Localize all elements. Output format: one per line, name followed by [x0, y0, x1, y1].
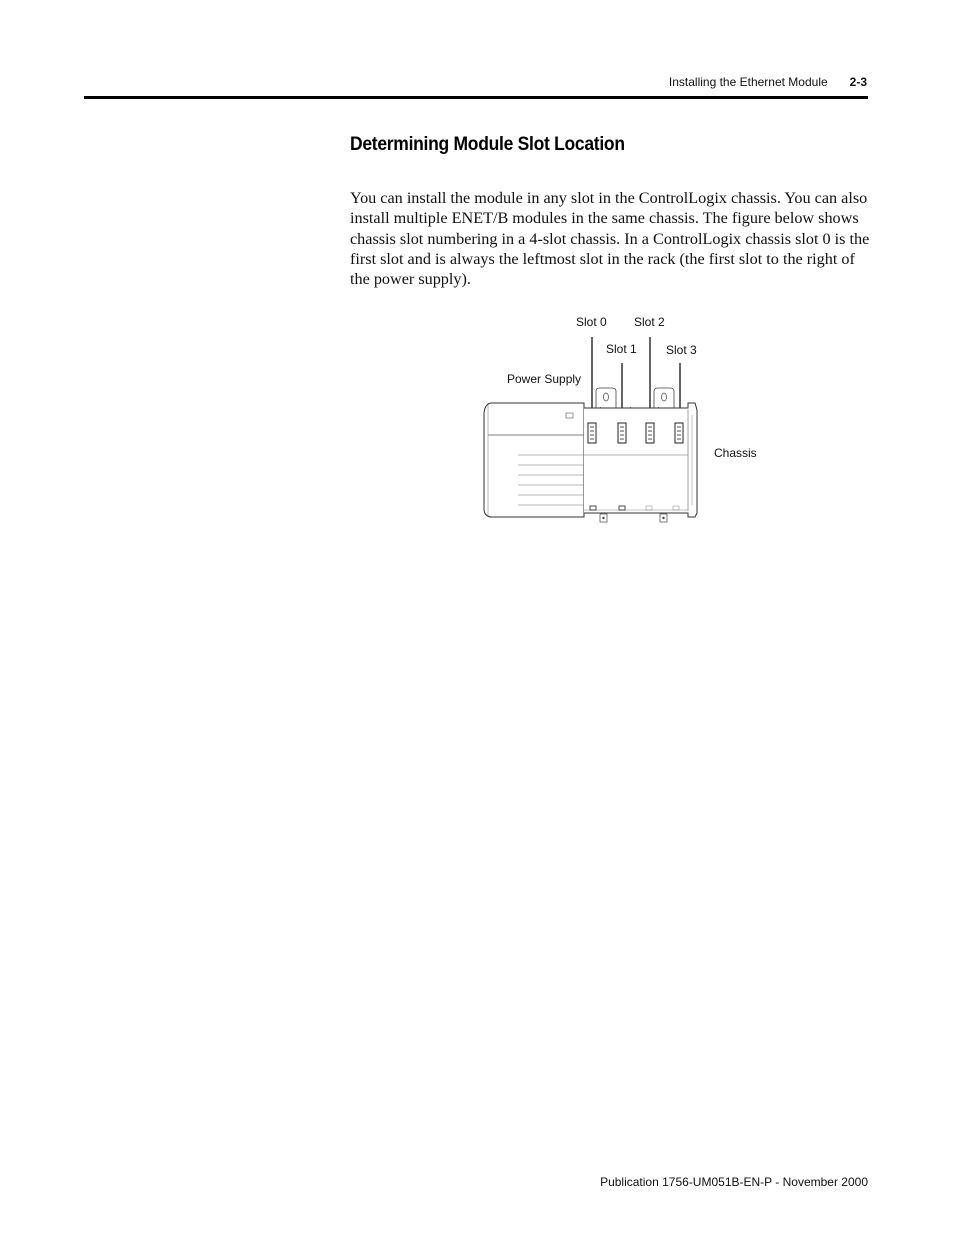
- slot3-connector: [675, 423, 683, 443]
- slot0-connector: [588, 423, 596, 443]
- chassis-diagram: [480, 305, 770, 530]
- power-supply-label: Power Supply: [507, 372, 582, 386]
- slot1-connector: [618, 423, 626, 443]
- running-header: [669, 75, 867, 89]
- chassis-slot-figure: [480, 305, 770, 530]
- slot3-label: Slot 3: [666, 343, 697, 357]
- page-number: 2-3: [849, 75, 867, 89]
- slot2-connector: [646, 423, 654, 443]
- mounting-tab-left: [596, 388, 616, 408]
- chassis-label: Chassis: [714, 446, 757, 460]
- header-rule: [84, 96, 868, 99]
- running-title: Installing the Ethernet Module: [668, 75, 828, 89]
- section-title: Determining Module Slot Location: [350, 134, 625, 155]
- power-supply: [484, 403, 584, 517]
- slot0-label: Slot 0: [576, 315, 607, 329]
- mounting-tab-right: [654, 388, 674, 408]
- publication-footer: Publication 1756-UM051B-EN-P - November 2000: [600, 1175, 868, 1189]
- body-paragraph: You can install the module in any slot in the ControlLogix chassis. You can also install multiple ENET/B modules in the same chassis. The figure below shows chassis slot numbering in a 4-slot chassis. In a ControlLogix chassis slot 0 is the first slot and is always the leftmost slot in the rack (the first slot to the right of the power supply).: [350, 189, 870, 289]
- chassis: [584, 403, 697, 517]
- slot1-label: Slot 1: [606, 342, 637, 356]
- slot2-label: Slot 2: [634, 315, 665, 329]
